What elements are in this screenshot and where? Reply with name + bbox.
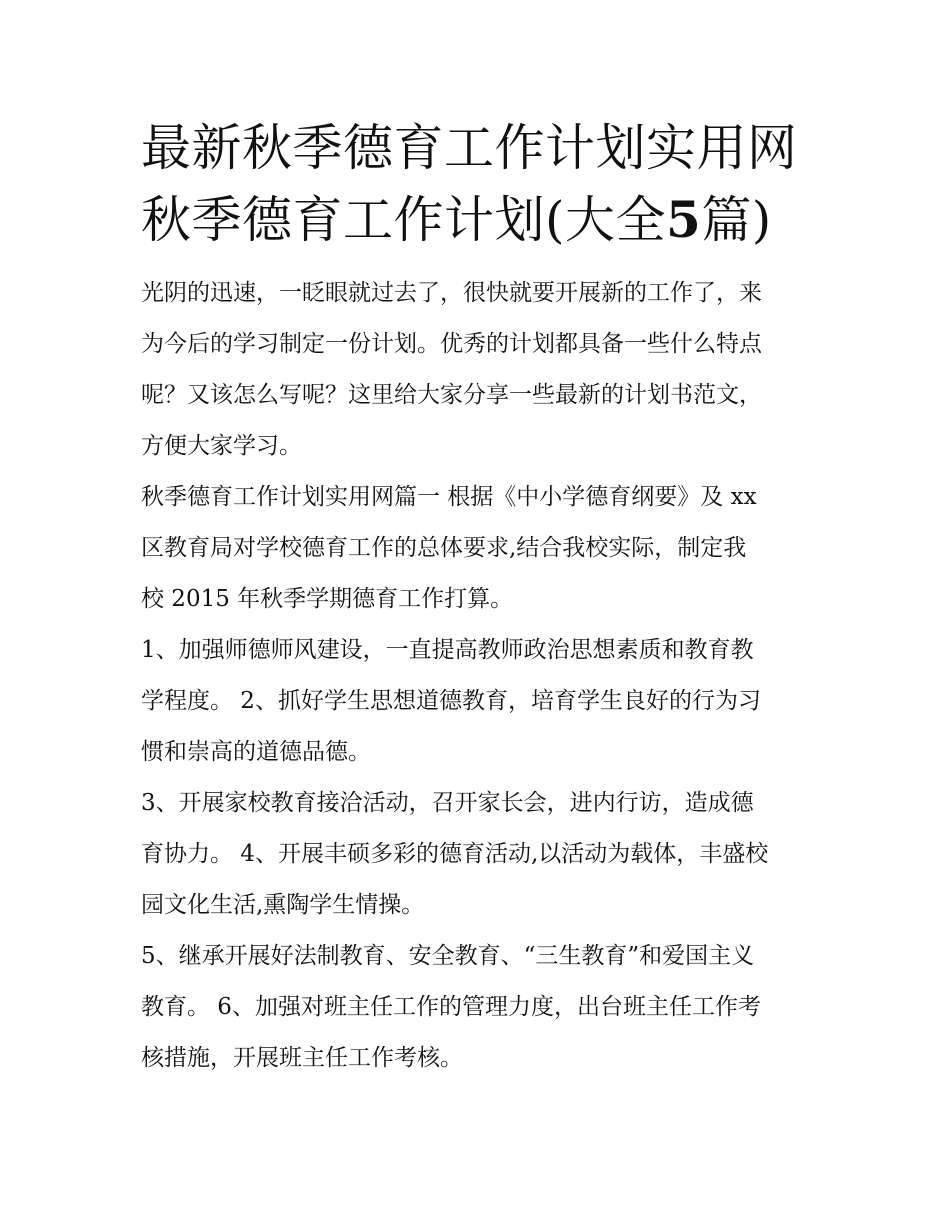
text-line: 为今后的学习制定一份计划。优秀的计划都具备一些什么特点 xyxy=(141,331,762,357)
text-line: 园文化生活,熏陶学生情操。 xyxy=(141,892,425,918)
document-body xyxy=(141,268,821,1084)
text-line: 学程度。 2、抓好学生思想道德教育，培育学生良好的行为习 xyxy=(141,688,761,714)
document-title xyxy=(141,112,821,256)
paragraph-items-3-4 xyxy=(141,778,821,931)
paragraph-section-one xyxy=(141,472,821,625)
title-line-2-suffix: 篇) xyxy=(701,191,772,249)
paragraph-items-1-2 xyxy=(141,625,821,778)
text-line: 方便大家学习。 xyxy=(141,433,302,459)
document-page xyxy=(141,112,821,1084)
text-line: 校 2015 年秋季学期德育工作打算。 xyxy=(141,586,514,612)
text-line: 光阴的迅速，一眨眼就过去了，很快就要开展新的工作了，来 xyxy=(141,280,762,306)
text-line: 教育。 6、加强对班主任工作的管理力度，出台班主任工作考 xyxy=(141,994,761,1020)
text-line: 1、加强师德师风建设，一直提高教师政治思想素质和教育教 xyxy=(141,637,754,663)
title-line-2-prefix: 秋季德育工作计划(大全 xyxy=(141,191,667,249)
title-line-2-number: 5 xyxy=(666,190,702,249)
text-line: 5、继承开展好法制教育、安全教育、“三生教育”和爱国主义 xyxy=(141,943,755,969)
text-line: 核措施，开展班主任工作考核。 xyxy=(141,1045,463,1071)
text-line: 惯和崇高的道德品德。 xyxy=(141,739,371,765)
paragraph-items-5-6 xyxy=(141,931,821,1084)
title-line-1: 最新秋季德育工作计划实用网 xyxy=(141,119,798,177)
text-line: 区教育局对学校德育工作的总体要求,结合我校实际，制定我 xyxy=(141,535,747,561)
text-line: 育协力。 4、开展丰硕多彩的德育活动,以活动为载体，丰盛校 xyxy=(141,841,769,867)
text-line: 秋季德育工作计划实用网篇一 根据《中小学德育纲要》及 xx xyxy=(141,484,757,510)
text-line: 呢？又该怎么写呢？这里给大家分享一些最新的计划书范文， xyxy=(141,382,762,408)
text-line: 3、开展家校教育接洽活动，召开家长会，进内行访，造成德 xyxy=(141,790,754,816)
paragraph-intro xyxy=(141,268,821,472)
